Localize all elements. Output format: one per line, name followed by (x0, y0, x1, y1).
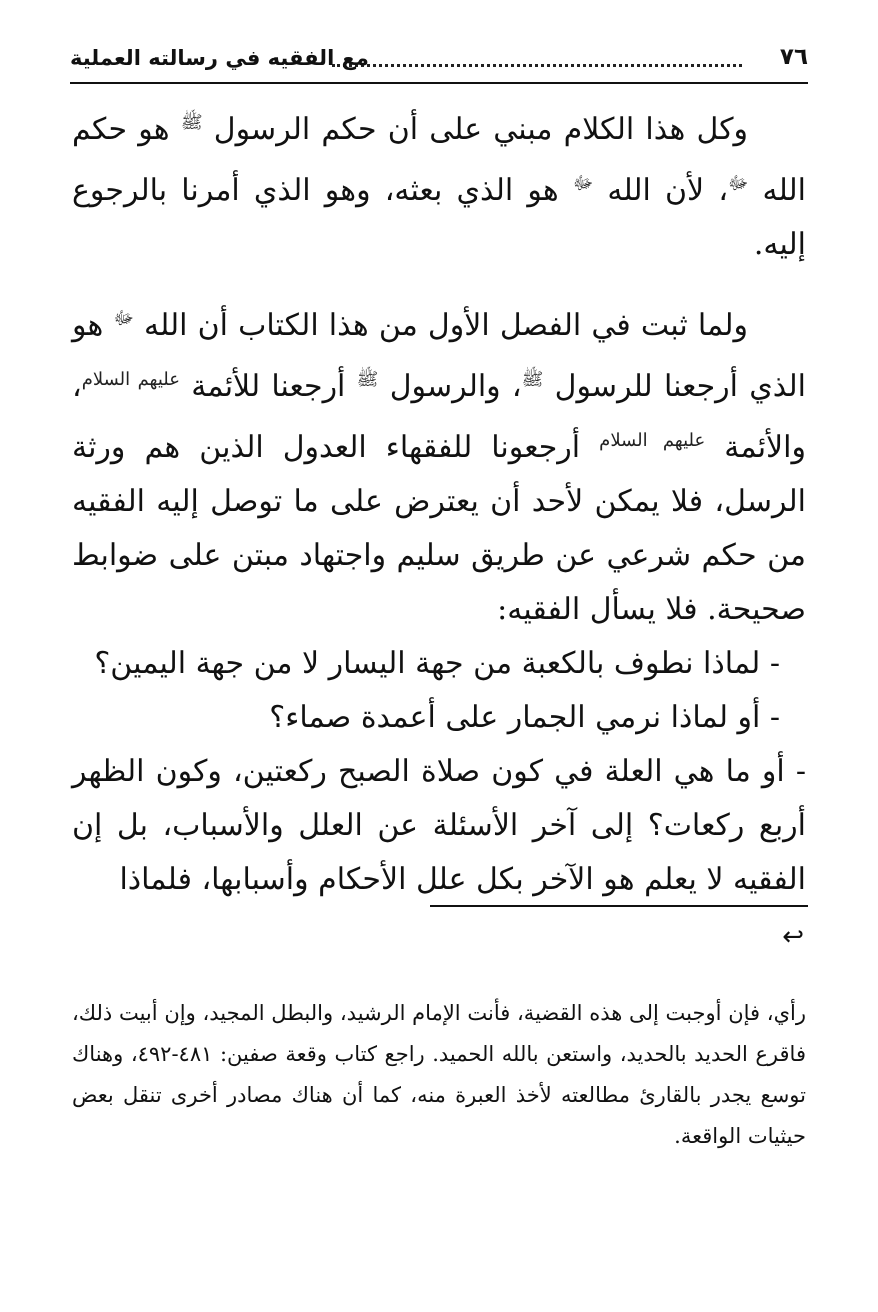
text-segment: وكل هذا الكلام مبني على أن حكم الرسول (213, 112, 748, 147)
running-title: مع الفقيه في رسالته العملية (70, 46, 369, 70)
page-number: ٧٦ (779, 44, 808, 70)
honorific-mark: ﷻ (572, 173, 594, 194)
paragraph (72, 96, 806, 272)
text-segment: ، والأئمة (72, 369, 806, 465)
honorific-mark: عليهم السلام (81, 369, 180, 390)
header-leader-dots (332, 64, 742, 67)
text-segment: أرجعونا للفقهاء العدول الذين هم ورثة الرسل، فلا يمكن لأحد أن يعترض على ما توصل إليه الفقيه من حكم شرعي عن طريق سليم واجتهاد مبتن على ضوابط صحيحة. فلا يسأل الفقيه: (72, 430, 806, 627)
text-segment: ، لأن الله (607, 173, 729, 208)
text-segment: هو الذي أرجعنا للرسول (72, 308, 806, 404)
text-segment: ولما ثبت في الفصل الأول من هذا الكتاب أن الله (144, 308, 749, 343)
main-text (72, 96, 806, 907)
honorific-mark: ﷻ (728, 173, 749, 194)
text-segment: هو الذي بعثه، وهو الذي أمرنا بالرجوع إليه. (72, 173, 806, 262)
footnote-text: رأي، فإن أوجبت إلى هذه القضية، فأنت الإمام الرشيد، والبطل المجيد، وإن أبيت ذلك، فاقرع الحديد بالحديد، واستعن بالله الحميد. راجع كتاب وقعة صفين: ٤٨١-٤٩٢، وهناك توسع يجدر بالقارئ مطالعته لأخذ العبرة منه، كما أن هناك مصادر أخرى تنقل بعض حيثيات الواقعة. (72, 1001, 806, 1148)
question-item: - أو ما هي العلة في كون صلاة الصبح ركعتين، وكون الظهر أربع ركعات؟ إلى آخر الأسئلة عن العلل والأسباب، بل إن الفقيه لا يعلم هو الآخر بكل علل الأحكام وأسبابها، فلماذا (72, 754, 806, 897)
honorific-mark: ﷺ (180, 112, 203, 133)
text-segment: أرجعنا للأئمة (191, 369, 346, 404)
honorific-mark: عليهم السلام (599, 430, 706, 451)
honorific-mark: ﷻ (113, 308, 134, 329)
footnote-continuation-icon: ↩ (782, 922, 804, 952)
footnote-separator (430, 905, 808, 907)
text-segment: ، والرسول (389, 369, 522, 404)
honorific-mark: ﷺ (356, 369, 379, 390)
question-item: - أو لماذا نرمي الجمار على أعمدة صماء؟ (269, 700, 780, 735)
question-item: - لماذا نطوف بالكعبة من جهة اليسار لا من جهة اليمين؟ (94, 646, 780, 681)
paragraph (72, 292, 806, 637)
honorific-mark: ﷺ (521, 369, 544, 390)
text-segment: هو حكم الله (72, 112, 807, 208)
running-header (70, 38, 808, 84)
